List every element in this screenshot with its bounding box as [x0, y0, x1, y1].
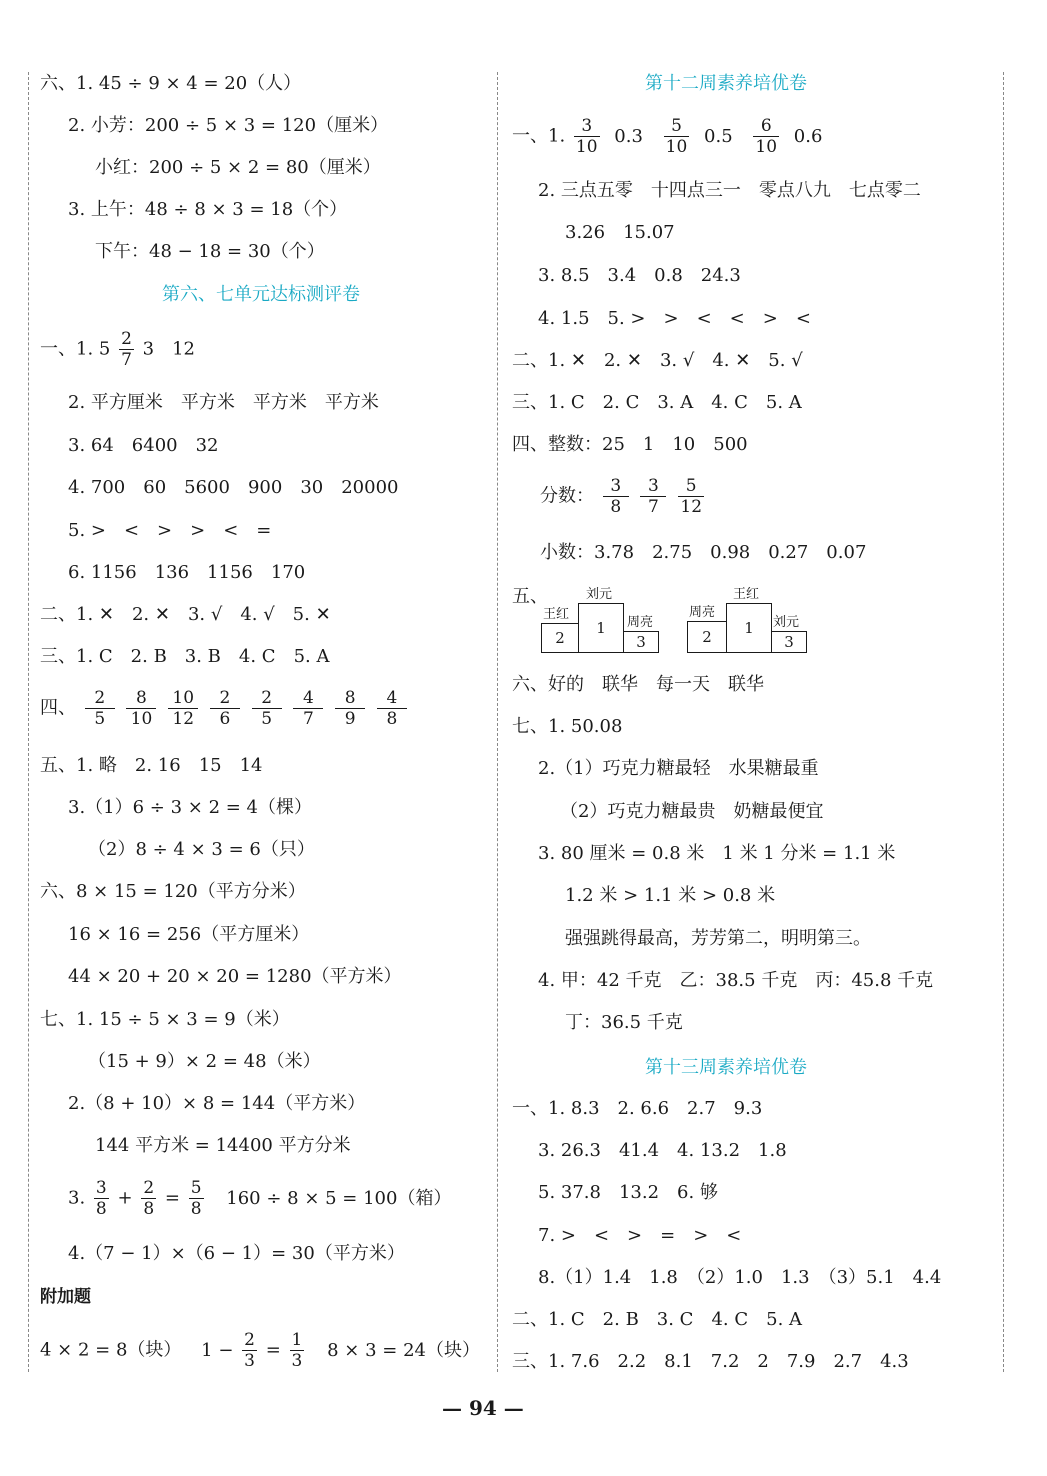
- answer-line: 8.（1）1.4 1.8 （2）1.0 1.3 （3）5.1 4.4: [538, 1267, 942, 1288]
- podium-name: 王红: [543, 607, 570, 622]
- fraction: $\frac{3}{8}$: [603, 476, 629, 517]
- answer-line: 2. 平方厘米 平方米 平方米 平方米: [68, 392, 379, 413]
- answer-line: （2）8 ÷ 4 × 3 = 6（只）: [88, 839, 315, 860]
- answer-line: 六、1. 45 ÷ 9 × 4 = 20（人）: [40, 73, 302, 94]
- answer-line: 小红：200 ÷ 5 × 2 = 80（厘米）: [95, 157, 381, 178]
- fraction: $\frac{5}{8}$: [190, 1178, 202, 1219]
- answer-line: 3. 上午：48 ÷ 8 × 3 = 18（个）: [68, 199, 348, 220]
- answer-line: 1.2 米 > 1.1 米 > 0.8 米: [565, 885, 776, 906]
- podium-name: 王红: [733, 587, 760, 602]
- answer-line: 强强跳得最高，芳芳第二，明明第三。: [565, 928, 871, 949]
- podium-step-first: 1: [726, 603, 772, 653]
- fraction: $\frac{2}{3}$: [244, 1330, 255, 1371]
- fraction: $\frac{3}{8}$: [95, 1178, 107, 1219]
- fraction: $\frac{4}{7}$: [293, 688, 323, 729]
- answer-line: 16 × 16 = 256（平方厘米）: [68, 924, 310, 945]
- answer-line: 一、1. 8.3 2. 6.6 2.7 9.3: [512, 1098, 763, 1119]
- right-margin-rule: [1003, 72, 1004, 1372]
- answer-line: 二、1. ✕ 2. ✕ 3. √ 4. √ 5. ✕: [40, 604, 331, 625]
- podium-name: 刘元: [586, 587, 613, 602]
- answer-line: 44 × 20 + 20 × 20 = 1280（平方米）: [68, 966, 402, 987]
- answer-line: （15 + 9）× 2 = 48（米）: [88, 1051, 321, 1072]
- answer-line: 二、1. C 2. B 3. C 4. C 5. A: [512, 1309, 803, 1330]
- left-margin-rule: [28, 72, 29, 1372]
- section-subtitle: 附加题: [40, 1287, 91, 1307]
- section-title: 第十二周素养培优卷: [645, 73, 807, 94]
- podium-step-second: 2: [541, 623, 579, 653]
- answer-line: 5. > < > > < =: [68, 520, 272, 541]
- answer-line: 七、1. 15 ÷ 5 × 3 = 9（米）: [40, 1009, 290, 1030]
- fraction: $\frac{2}{5}$: [85, 688, 115, 729]
- answer-line: 一、1. $\frac{3}{10}$ 0.3 $\frac{5}{10}$ 0.5 $\frac{6}{10}$ 0.6: [512, 116, 823, 157]
- answer-line: 3. 26.3 41.4 4. 13.2 1.8: [538, 1140, 787, 1161]
- answer-line: 4.（7 − 1）×（6 − 1）= 30（平方米）: [68, 1243, 405, 1264]
- answer-line: 3.26 15.07: [565, 222, 675, 243]
- answer-line: 二、1. ✕ 2. ✕ 3. √ 4. ✕ 5. √: [512, 350, 803, 371]
- answer-line: 6. 1156 136 1156 170: [68, 562, 306, 583]
- podium-name: 周亮: [689, 605, 716, 620]
- answer-line: 六、8 × 15 = 120（平方分米）: [40, 881, 306, 902]
- fraction: $\frac{6}{10}$: [755, 116, 778, 157]
- answer-line: 三、1. 7.6 2.2 8.1 7.2 2 7.9 2.7 4.3: [512, 1351, 909, 1372]
- fraction: $\frac{4}{8}$: [377, 688, 407, 729]
- answer-line: 七、1. 50.08: [512, 716, 623, 737]
- fraction: $\frac{2}{7}$: [121, 329, 132, 370]
- podium-step-third: 3: [623, 631, 659, 653]
- answer-line: 4. 700 60 5600 900 30 20000: [68, 477, 399, 498]
- answer-line: 5. 37.8 13.2 6. 够: [538, 1182, 718, 1203]
- podium-step-first: 1: [578, 603, 624, 653]
- fraction: $\frac{5}{12}$: [678, 476, 704, 517]
- fraction: $\frac{8}{10}$: [126, 688, 156, 729]
- answer-line: 144 平方米 = 14400 平方分米: [95, 1135, 351, 1156]
- answer-line: 一、1. 5 $\frac{2}{7}$ 3 12: [40, 329, 196, 370]
- answer-line: 3. 80 厘米 = 0.8 米 1 米 1 分米 = 1.1 米: [538, 843, 896, 864]
- answer-line: （2）巧克力糖最贵 奶糖最便宜: [560, 801, 824, 822]
- fraction: $\frac{5}{10}$: [665, 116, 688, 157]
- answer-line: 2. 小芳：200 ÷ 5 × 3 = 120（厘米）: [68, 115, 389, 136]
- answer-line: 分数： $\frac{3}{8}$ $\frac{3}{7}$ $\frac{5}{12}$: [540, 476, 707, 517]
- answer-line: 4. 1.5 5. > > < < > <: [538, 308, 811, 329]
- column-divider: [497, 72, 498, 1372]
- podium-step-third: 3: [771, 631, 807, 653]
- podium-diagram-2: [685, 583, 807, 655]
- section-title: 第十三周素养培优卷: [645, 1057, 807, 1078]
- answer-line: 2. 三点五零 十四点三一 零点八九 七点零二: [538, 180, 921, 201]
- answer-line: 三、1. C 2. C 3. A 4. C 5. A: [512, 392, 802, 413]
- answer-line: 五、1. 略 2. 16 15 14: [40, 755, 263, 776]
- answer-line: 三、1. C 2. B 3. B 4. C 5. A: [40, 646, 330, 667]
- answer-line: 四、 $\frac{2}{5}$ $\frac{8}{10}$ $\frac{10}{12}$ $\frac{2}{6}$ $\frac{2}{5}$ $\frac{4}{7}$ $\frac{8}{9}$ $\frac{4}{8}$: [40, 688, 410, 729]
- fraction: $\frac{2}{8}$: [143, 1178, 155, 1219]
- fraction: $\frac{10}{12}$: [168, 688, 198, 729]
- question-label: 五、: [512, 586, 548, 607]
- answer-line: 2.（8 + 10）× 8 = 144（平方米）: [68, 1093, 366, 1114]
- podium-name: 刘元: [773, 615, 800, 630]
- section-title: 第六、七单元达标测评卷: [162, 284, 360, 305]
- answer-line: 4. 甲：42 千克 乙：38.5 千克 丙：45.8 千克: [538, 970, 934, 991]
- podium-step-second: 2: [687, 621, 727, 653]
- podium-diagram-1: [539, 583, 659, 655]
- fraction: $\frac{3}{7}$: [640, 476, 666, 517]
- fraction: $\frac{2}{6}$: [210, 688, 240, 729]
- answer-line: 3. $\frac{3}{8}$ + $\frac{2}{8}$ = $\frac{5}{8}$ 160 ÷ 8 × 5 = 100（箱）: [68, 1178, 452, 1219]
- fraction: $\frac{3}{10}$: [575, 116, 598, 157]
- answer-line: 四、整数：25 1 10 500: [512, 434, 748, 455]
- fraction: $\frac{8}{9}$: [335, 688, 365, 729]
- answer-line: 六、好的 联华 每一天 联华: [512, 674, 764, 695]
- answer-line: 3. 8.5 3.4 0.8 24.3: [538, 265, 741, 286]
- fraction: $\frac{1}{3}$: [291, 1330, 303, 1371]
- page-number: — 94 —: [442, 1396, 524, 1420]
- answer-line: 小数：3.78 2.75 0.98 0.27 0.07: [540, 542, 867, 563]
- podium-name: 周亮: [627, 615, 654, 630]
- answer-line: 下午：48 − 18 = 30（个）: [95, 241, 325, 262]
- answer-line: 3.（1）6 ÷ 3 × 2 = 4（棵）: [68, 797, 313, 818]
- answer-line: 3. 64 6400 32: [68, 435, 219, 456]
- answer-line: 4 × 2 = 8（块） 1 − $\frac{2}{3}$ = $\frac{1}{3}$ 8 × 3 = 24（块）: [40, 1330, 480, 1371]
- answer-line: 丁：36.5 千克: [565, 1012, 683, 1033]
- fraction: $\frac{2}{5}$: [252, 688, 282, 729]
- answer-line: 7. > < > = > <: [538, 1225, 742, 1246]
- answer-line: 2.（1）巧克力糖最轻 水果糖最重: [538, 758, 819, 779]
